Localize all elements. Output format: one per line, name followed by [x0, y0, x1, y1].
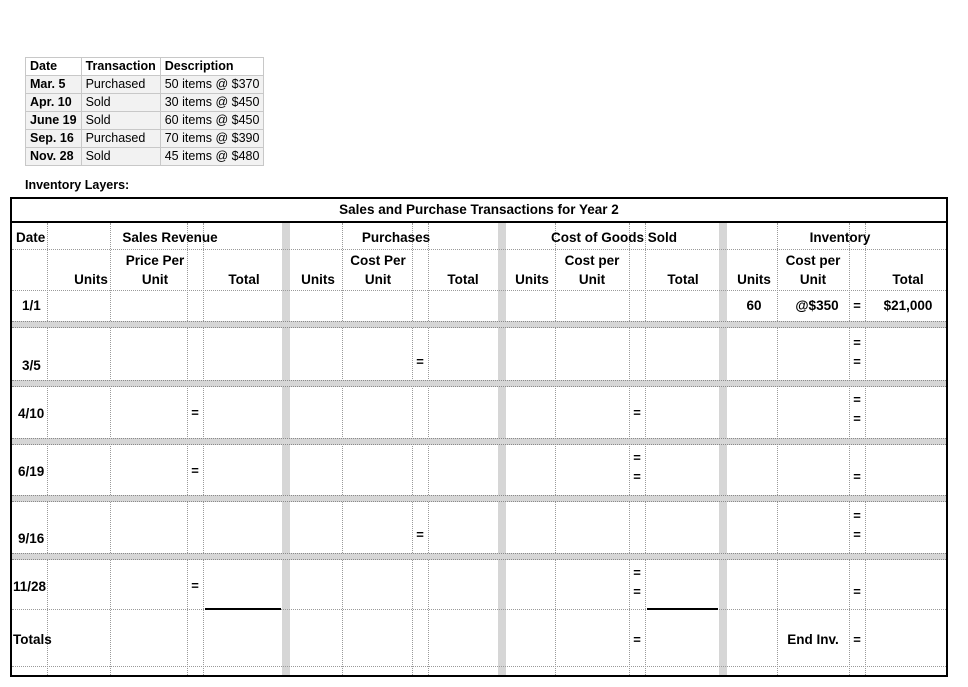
- tx-desc: 60 items @ $450: [160, 112, 264, 130]
- equals-sign: =: [633, 405, 641, 420]
- transaction-header-row: [26, 58, 264, 76]
- purchases-cost-header: Cost Per: [350, 253, 406, 268]
- transaction-table: [25, 57, 264, 166]
- tx-date: June 19: [26, 112, 82, 130]
- grid-line: [12, 666, 946, 667]
- equals-sign: =: [853, 411, 861, 426]
- opening-cost: @$350: [795, 298, 839, 313]
- equals-sign: =: [853, 527, 861, 542]
- equals-sign: =: [633, 565, 641, 580]
- cogs-cost-header: Cost per: [564, 253, 620, 268]
- equals-sign: =: [633, 584, 641, 599]
- cogs-total-header: Total: [667, 272, 699, 287]
- tx-type: Sold: [81, 112, 160, 130]
- cogs-header: Cost of Goods Sold: [551, 230, 677, 245]
- table-row: [26, 94, 264, 112]
- opening-units: 60: [746, 298, 762, 313]
- grid-line: [12, 609, 946, 610]
- tx-desc: 70 items @ $390: [160, 130, 264, 148]
- equals-sign: =: [853, 584, 861, 599]
- equals-sign: =: [853, 469, 861, 484]
- equals-sign: =: [853, 632, 861, 647]
- equals-sign: =: [853, 298, 861, 313]
- equals-sign: =: [853, 508, 861, 523]
- inventory-unit-header: Unit: [799, 272, 827, 287]
- header-transaction: Transaction: [81, 58, 160, 76]
- date-4-10: 4/10: [18, 406, 45, 421]
- equals-sign: =: [853, 354, 861, 369]
- purchases-units-header: Units: [301, 272, 335, 287]
- equals-sign: =: [853, 392, 861, 407]
- sales-unit-header: Unit: [141, 272, 169, 287]
- date-header: Date: [16, 230, 46, 245]
- cogs-units-header: Units: [515, 272, 549, 287]
- header-description: Description: [160, 58, 264, 76]
- equals-sign: =: [633, 450, 641, 465]
- tx-date: Sep. 16: [26, 130, 82, 148]
- purchases-total-header: Total: [447, 272, 479, 287]
- tx-date: Nov. 28: [26, 148, 82, 166]
- inventory-cost-header: Cost per: [785, 253, 841, 268]
- equals-sign: =: [853, 335, 861, 350]
- table-row: [26, 112, 264, 130]
- cogs-unit-header: Unit: [578, 272, 606, 287]
- worksheet-title: Sales and Purchase Transactions for Year 2: [12, 199, 946, 223]
- sales-price-header: Price Per: [125, 253, 185, 268]
- equals-sign: =: [633, 632, 641, 647]
- tx-type: Sold: [81, 94, 160, 112]
- table-row: [26, 76, 264, 94]
- end-inventory-label: End Inv.: [787, 632, 839, 647]
- grid-line: [12, 249, 946, 250]
- sales-units-header: Units: [74, 272, 108, 287]
- inventory-layers-label: Inventory Layers:: [25, 178, 130, 192]
- equals-sign: =: [191, 405, 199, 420]
- tx-date: Apr. 10: [26, 94, 82, 112]
- tx-desc: 50 items @ $370: [160, 76, 264, 94]
- header-date: Date: [26, 58, 82, 76]
- grid-band: [12, 495, 946, 502]
- sales-revenue-header: Sales Revenue: [122, 230, 218, 245]
- equals-sign: =: [191, 463, 199, 478]
- purchases-unit-header: Unit: [364, 272, 392, 287]
- tx-desc: 45 items @ $480: [160, 148, 264, 166]
- grid-line: [12, 290, 946, 291]
- equals-sign: =: [191, 578, 199, 593]
- date-1-1: 1/1: [22, 298, 41, 313]
- inventory-header: Inventory: [809, 230, 871, 245]
- date-9-16: 9/16: [18, 531, 45, 546]
- tx-type: Sold: [81, 148, 160, 166]
- grid-band: [12, 321, 946, 328]
- table-row: [26, 130, 264, 148]
- totals-label: Totals: [13, 632, 52, 647]
- sales-total-underline: [205, 608, 281, 610]
- equals-sign: =: [416, 354, 424, 369]
- grid-band: [12, 553, 946, 560]
- opening-total: $21,000: [883, 298, 933, 313]
- purchases-header: Purchases: [361, 230, 431, 245]
- sales-total-header: Total: [228, 272, 260, 287]
- table-row: [26, 148, 264, 166]
- inventory-total-header: Total: [892, 272, 924, 287]
- equals-sign: =: [416, 527, 424, 542]
- inventory-units-header: Units: [737, 272, 771, 287]
- grid-band: [12, 380, 946, 387]
- tx-type: Purchased: [81, 76, 160, 94]
- grid-band: [12, 438, 946, 445]
- tx-desc: 30 items @ $450: [160, 94, 264, 112]
- equals-sign: =: [633, 469, 641, 484]
- cogs-total-underline: [647, 608, 718, 610]
- date-3-5: 3/5: [22, 358, 41, 373]
- tx-type: Purchased: [81, 130, 160, 148]
- worksheet: [10, 197, 948, 677]
- date-6-19: 6/19: [18, 464, 45, 479]
- date-11-28: 11/28: [13, 579, 47, 594]
- tx-date: Mar. 5: [26, 76, 82, 94]
